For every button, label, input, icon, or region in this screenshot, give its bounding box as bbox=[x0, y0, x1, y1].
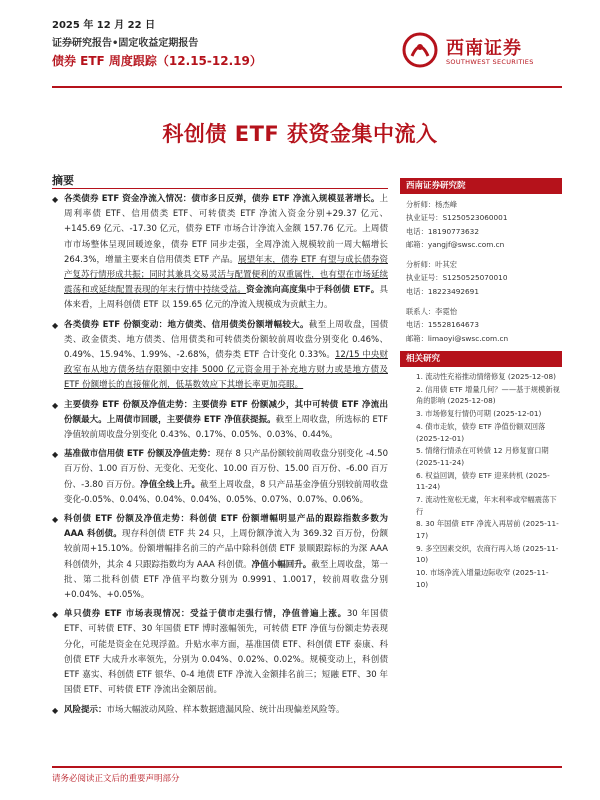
abstract-text-segment: 各类债券 ETF 资金净流入情况：债市多日反弹，债券 ETF 净流入规模显著增长。 bbox=[64, 194, 380, 204]
abstract-text-segment: 具体来看，上周科创债 ETF 以 159.65 亿元的净流入规模成为贡献主力。 bbox=[64, 285, 388, 311]
abstract-paragraph bbox=[52, 318, 388, 394]
analyst-list bbox=[400, 194, 562, 345]
abstract-text-segment: 单只债券 ETF 市场表现情况：受益于债市走强行情，净值普遍上涨。 bbox=[64, 609, 347, 620]
abstract-text-segment: 风险提示： bbox=[64, 704, 107, 715]
related-report-item[interactable]: 4. 债市走软，债券 ETF 净值份额双回落 (2025-12-01) bbox=[416, 421, 546, 443]
abstract-body bbox=[52, 192, 388, 722]
abstract-text-segment: 上周利率债 ETF、信用债类 ETF、可转债类 ETF 净流入资金分别+29.37 亿元、+145.69 亿元、-17.30 亿元，债券 ETF 市场合计净流入金额 157.76 亿元。上周债市市场整体呈现回暖迹象，债券 ETF 同步走强，全周净流入规模较前一周大幅增长 264.3%，增量主要来自信用债类 ETF 产品。 bbox=[64, 194, 388, 265]
diamond-bullet-icon: ◆ bbox=[52, 320, 59, 330]
footer-disclaimer: 请务必阅读正文后的重要声明部分 bbox=[52, 774, 180, 784]
southwest-securities-logo-icon bbox=[402, 32, 438, 68]
footer-divider bbox=[52, 766, 562, 768]
header-divider bbox=[52, 86, 562, 88]
abstract-text-segment: 市场大幅波动风险、样本数据遗漏风险、统计出现偏差风险等。 bbox=[106, 704, 345, 715]
abstract-paragraph bbox=[52, 192, 388, 314]
related-report-item[interactable]: 2. 信用债 ETF 增量几何？——基于规模新视角的影响 (2025-12-08) bbox=[416, 384, 560, 406]
abstract-text-segment: 展望年末，债券 ETF 有望与成长债券资产复苏行情形成共振；同时其兼具交易灵活与配置便利的双重属性，也有望在市场延续震荡和或延续配置表现的年末行情中持续受益。 bbox=[64, 254, 388, 296]
report-date: 2025 年 12 月 22 日 bbox=[52, 20, 156, 31]
abstract-text-segment: 30 年国债 ETF、可转债 ETF、30 年国债 ETF 博时涨幅领先，可转债 ETF 净值与份额走势表现分化，可能是资金在兑现浮盈。升贴水率方面，基准国债 ETF、科创债 ETF 泰康、科创债 ETF 大成升水率领先，分别为 0.04%、0.02%、0.02%。规模变动上，科创债 ETF 嘉实、科创债 ETF 银华、0-4 地债 ETF 净流入金额排名前三；短融 ETF、30 年国债 ETF、可转债 ETF 净流出金额居前。 bbox=[64, 609, 388, 696]
analyst-info-line: 联系人：李霓怡 bbox=[406, 307, 458, 317]
abstract-heading: 摘要 bbox=[52, 174, 74, 187]
analyst-info-line: 分析师：杨杰峰 bbox=[406, 200, 458, 209]
abstract-text-segment: 各类债券 ETF 份额变动：地方债类、信用债类份额增幅较大。 bbox=[64, 319, 309, 330]
abstract-text-segment: 12/15 中央财政室布从地方债务结存限额中安排 5000 亿元资金用于补充地方财力或是地方债及 ETF 份额增长的直接催化剂，低基数效应下其增长率更加亮眼。 bbox=[64, 350, 389, 391]
abstract-text-segment: 基准做市信用债 ETF 份额及净值走势： bbox=[64, 449, 216, 460]
abstract-paragraph bbox=[52, 607, 388, 698]
abstract-paragraph bbox=[52, 512, 388, 603]
research-institute-heading: 西南证券研究院 bbox=[400, 178, 562, 194]
company-logo bbox=[402, 32, 552, 76]
abstract-text-segment: 截至上周收盘，所选标的 ETF 净值较前周收盘分别变化 0.43%、0.17%、0.05%、0.03%、0.44%。 bbox=[64, 414, 388, 441]
related-report-item[interactable]: 6. 权益回调，债券 ETF 迎来转机 (2025-11-24) bbox=[416, 470, 550, 492]
abstract-text-segment: 截至上周收盘，第一批、第二批科创债 ETF 净值平均数分别为 0.9991、1.0017，较前周收盘分别+0.04%、+0.05%。 bbox=[64, 559, 388, 601]
analyst-info-line: 执业证号：S1250523060001 bbox=[406, 213, 508, 223]
related-report-item[interactable]: 5. 情绪行情杀在可转债 12 月修复窗口期 (2025-11-24) bbox=[416, 446, 549, 467]
abstract-text-segment: 科创债 ETF 份额及净值走势：科创债 ETF 份额增幅明显产品的跟踪指数多数为 AAA 科创债。 bbox=[64, 514, 388, 540]
abstract-text-segment: 资金流向高度集中于科创债 ETF。 bbox=[246, 285, 380, 296]
related-report-item[interactable]: 8. 30 年国债 ETF 净流入再居前 (2025-11-17) bbox=[416, 519, 559, 540]
related-report-item[interactable]: 9. 多空因素交织，农商行再入场 (2025-11-10) bbox=[416, 543, 559, 565]
abstract-divider bbox=[52, 188, 388, 189]
related-report-item[interactable]: 3. 市场修复行情仍可期 (2025-12-01) bbox=[416, 409, 542, 419]
analyst-info-line: 电话：18223492691 bbox=[406, 286, 479, 296]
report-header bbox=[52, 16, 562, 86]
related-research-list bbox=[400, 367, 562, 590]
analyst-info-line: 电话：18190773632 bbox=[406, 226, 479, 236]
report-title: 科创债 ETF 获资金集中流入 bbox=[162, 122, 438, 146]
sidebar bbox=[400, 178, 562, 592]
analyst-info-line: 执业证号：S1250525070010 bbox=[406, 273, 508, 283]
abstract-text-segment: 主要债券 ETF 份额及净值走势：主要债券 ETF 份额减少，其中可转债 ETF 净流出份额最大。上周债市回暖，主要债券 ETF 净值获提振。 bbox=[64, 399, 388, 425]
analyst-info-line: 电话：15528164673 bbox=[406, 320, 479, 330]
abstract-paragraph bbox=[52, 703, 388, 718]
analyst-info-line: 邮箱：yangjf@swsc.com.cn bbox=[406, 239, 505, 249]
abstract-paragraph bbox=[52, 447, 388, 508]
abstract-text-segment: 现存 8 只产品份额较前周收盘分别变化 -4.50 百万份、1.00 百万份、无变化、无变化、10.00 百万份、15.00 百万份、-6.00 百万份、-3.80 百万份。 bbox=[64, 449, 388, 490]
diamond-bullet-icon: ◆ bbox=[52, 450, 59, 460]
abstract-paragraph bbox=[52, 398, 388, 444]
abstract-text-segment: 净值全线上升。 bbox=[140, 479, 201, 490]
analyst-info-line: 邮箱：limaoyi@swsc.com.cn bbox=[406, 333, 509, 343]
related-report-item[interactable]: 10. 市场净流入增量边际收窄 (2025-11-10) bbox=[416, 568, 549, 589]
analyst-info-line: 分析师：叶其宏 bbox=[406, 260, 458, 270]
logo-chinese-name: 西南证券 bbox=[446, 38, 522, 59]
abstract-text-segment: 现存科创债 ETF 共 24 只，上周份额净流入为 369.32 百万份，份额较前周+15.10%。份额增幅排名前三的产品中除科创债 ETF 景顺跟踪标的为深 AAA 科创债外，其余 4 只跟踪指数均为 AAA 科创债。 bbox=[64, 529, 388, 570]
diamond-bullet-icon: ◆ bbox=[52, 515, 59, 525]
report-category: 证券研究报告•固定收益定期报告 bbox=[52, 38, 199, 49]
logo-english-name: SOUTHWEST SECURITIES bbox=[446, 58, 534, 66]
report-series: 债券 ETF 周度跟踪（12.15-12.19） bbox=[52, 54, 262, 68]
related-report-item[interactable]: 7. 流动性宽松无虞，年末利率或窄幅震荡下行 bbox=[416, 495, 557, 516]
related-report-item[interactable]: 1. 流动性充裕推动情绪修复 (2025-12-08) bbox=[416, 371, 556, 381]
abstract-text-segment: 截至上周收盘，国债类、政金债类、地方债类、信用债类和可转债类份额较前周收盘分别变化 0.46%、0.49%、15.94%、1.99%、-2.68%，债券类 ETF 合计变化 0.33%。 bbox=[64, 319, 388, 361]
related-research-heading: 相关研究 bbox=[400, 351, 562, 367]
abstract-text-segment: 截至上周收盘，8 只产品基金净值分别较前周收盘变化-0.05%、0.04%、0.04%、0.04%、0.05%、0.07%、0.07%、0.06%。 bbox=[64, 479, 388, 505]
diamond-bullet-icon: ◆ bbox=[52, 400, 59, 410]
abstract-text-segment: 净值小幅回升。 bbox=[251, 559, 312, 570]
diamond-bullet-icon: ◆ bbox=[52, 705, 59, 715]
diamond-bullet-icon: ◆ bbox=[52, 610, 59, 620]
diamond-bullet-icon: ◆ bbox=[52, 195, 59, 204]
